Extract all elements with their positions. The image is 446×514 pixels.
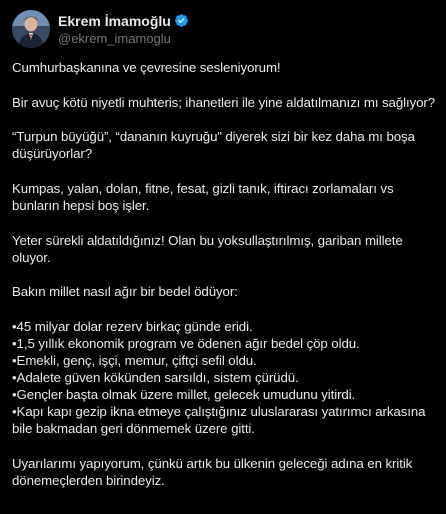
tweet-text-line: •1,5 yıllık ekonomik program ve ödenen ağır bedel çöp oldu.: [12, 335, 360, 351]
avatar[interactable]: [12, 10, 50, 48]
tweet-text-line: oluyor.: [12, 249, 51, 265]
tweet-text-line: •45 milyar dolar rezerv birkaç günde eridi.: [12, 318, 253, 334]
tweet-text-line: Yeter sürekli aldatıldığınız! Olan bu yoksullaştırılmış, gariban millete: [12, 232, 403, 248]
tweet-text-line: Kumpas, yalan, dolan, fitne, fesat, gizli tanık, iftiracı zorlamaları vs: [12, 180, 394, 196]
tweet-text-line: •Emekli, genç, işçi, memur, çiftçi sefil oldu.: [12, 353, 257, 369]
tweet-text-line: bunların hepsi boş işler.: [12, 197, 150, 213]
tweet-text-line: •Kapı kapı gezip ikna etmeye çalıştığınız uluslararası yatırımcı arkasına: [12, 404, 426, 420]
tweet-text-line: düşürüyorlar?: [12, 146, 93, 162]
tweet-paragraph: [12, 128, 438, 162]
avatar-image: [12, 10, 50, 48]
tweet-text-line: “Turpun büyüğü”, “dananın kuyruğu” diyerek sizi bir kez daha mı boşa: [12, 129, 415, 145]
author-name-row: [58, 11, 189, 30]
author-display-name[interactable]: Ekrem İmamoğlu: [58, 12, 171, 29]
tweet-text-line: •Adalete güven kökünden sarsıldı, sistem çürüdü.: [12, 370, 299, 386]
tweet-paragraph: [12, 318, 438, 438]
tweet-text-line: dönemeçlerden birindeyiz.: [12, 473, 165, 489]
tweet-paragraph: [12, 283, 438, 300]
tweet-text-line: Bakın millet nasıl ağır bir bedel ödüyor:: [12, 284, 238, 300]
tweet-text-line: Cumhurbaşkanına ve çevresine sesleniyorum!: [12, 60, 281, 75]
tweet-text-line: •Gençler başta olmak üzere millet, gelecek umudunu yitirdi.: [12, 387, 356, 403]
tweet-text-line: Bir avuç kötü niyetli muhteris; ihanetleri ile yine aldatılmanızı mı sağlıyor?: [12, 94, 436, 110]
tweet-text-line: Uyarılarımı yapıyorum, çünkü artık bu ülkenin geleceği adına en kritik: [12, 456, 413, 471]
tweet-header: [12, 10, 438, 48]
tweet-paragraph: [12, 180, 438, 214]
tweet-text-line: bile bakmadan geri dönmemek üzere gitti.: [12, 421, 255, 437]
author-handle[interactable]: @ekrem_imamoglu: [58, 31, 171, 46]
tweet-paragraph: [12, 232, 438, 266]
author-names: [58, 11, 189, 47]
tweet-paragraph: [12, 59, 438, 76]
tweet-paragraph: [12, 455, 438, 489]
tweet-text: [12, 59, 438, 489]
tweet-paragraph: [12, 94, 438, 111]
verified-badge-icon[interactable]: [174, 13, 189, 28]
